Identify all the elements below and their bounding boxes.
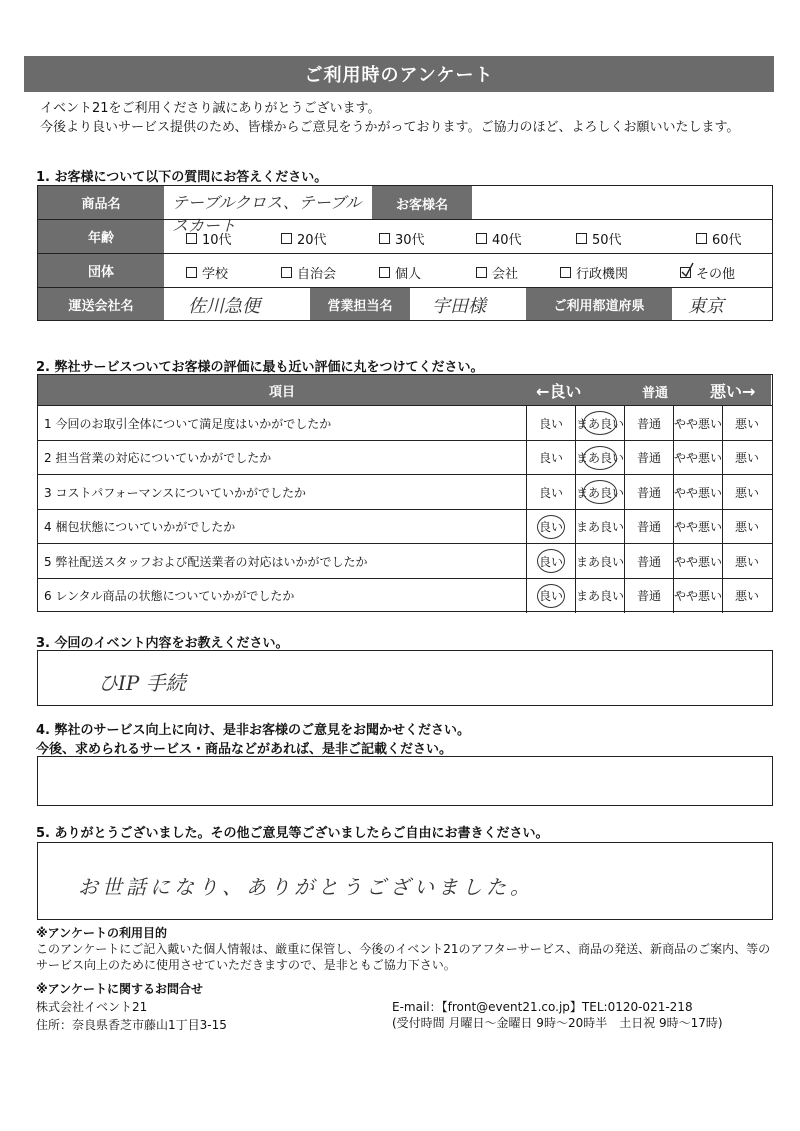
age-option-20[interactable]: 20代	[281, 229, 327, 248]
intro-line-1: イベント21をご利用くださり誠にありがとうございます。	[40, 101, 381, 116]
contact-hours: (受付時間 月曜日～金曜日 9時～20時半 土日祝 9時～17時)	[392, 1016, 723, 1030]
group-option-association[interactable]: 自治会	[281, 263, 336, 282]
free-comment-box[interactable]	[37, 842, 773, 920]
section4-subheading: 今後、求められるサービス・商品などがあれば、是非ご記載ください。	[36, 742, 453, 757]
rating-question: 1 今回のお取引全体について満足度はいかがでしたか	[44, 416, 332, 431]
customer-name-value[interactable]	[474, 186, 772, 220]
rating-option[interactable]: 良い	[526, 406, 575, 440]
intro-line-2: 今後より良いサービス提供のため、皆様からご意見をうかがっております。ご協力のほど、よろしくお願いいたします。	[40, 120, 740, 135]
rating-option[interactable]: 普通	[624, 510, 673, 544]
product-label: 商品名	[38, 186, 164, 220]
selected-circle-icon	[537, 584, 565, 608]
column-header-bad: 悪い→	[710, 382, 756, 401]
group-option-school[interactable]: 学校	[186, 263, 228, 282]
purpose-line-2: サービス向上のために使用させていただきますので、是非ともご協力下さい。	[36, 958, 456, 972]
rating-option[interactable]: やや悪い	[673, 441, 722, 475]
rating-option[interactable]: 悪い	[722, 510, 771, 544]
rating-row	[38, 543, 772, 578]
checked-checkbox-icon	[680, 267, 691, 278]
age-option-50[interactable]: 50代	[576, 229, 622, 248]
free-comment-answer: お世話になり、ありがとうございました。	[78, 875, 534, 899]
column-header-normal: 普通	[642, 386, 669, 401]
age-option-40[interactable]: 40代	[476, 229, 522, 248]
rating-option[interactable]: まあ良い	[575, 406, 624, 440]
checkbox-icon	[379, 233, 390, 244]
age-option-60[interactable]: 60代	[696, 229, 742, 248]
rating-question: 3 コストパフォーマンスについていかがでしたか	[44, 485, 307, 500]
rating-option[interactable]: 普通	[624, 441, 673, 475]
rating-question: 6 レンタル商品の状態についていかがでしたか	[44, 589, 295, 603]
rating-option[interactable]: 悪い	[722, 406, 771, 440]
rating-option[interactable]: 普通	[624, 544, 673, 578]
page-title: ご利用時のアンケート	[24, 56, 774, 92]
rating-question: 2 担当営業の対応についていかがでしたか	[44, 451, 272, 465]
purpose-line-1: このアンケートにご記入戴いた個人情報は、厳重に保管し、今後のイベント21のアフターサービス、商品の発送、新商品のご案内、等の	[36, 942, 771, 956]
rating-option[interactable]: 良い	[526, 579, 575, 613]
company-name: 株式会社イベント21	[36, 1000, 148, 1014]
column-header-item: 項目	[38, 375, 526, 405]
shipper-value[interactable]: 佐川急便	[188, 296, 260, 317]
contact-heading: ※アンケートに関するお問合せ	[36, 982, 203, 996]
sales-rep-value[interactable]: 宇田様	[432, 296, 486, 317]
group-option-other[interactable]: その他	[680, 263, 735, 282]
rating-option[interactable]: 普通	[624, 475, 673, 509]
rating-option[interactable]: やや悪い	[673, 406, 722, 440]
rating-table	[37, 374, 773, 612]
selected-circle-icon	[583, 446, 617, 470]
section2-heading: 2. 弊社サービスついてお客様の評価に最も近い評価に丸をつけてください。	[36, 360, 484, 375]
event-content-answer: ひIP 手続	[98, 671, 186, 695]
contact-email-tel: E-mail：【front@event21.co.jp】TEL:0120-021-218	[392, 1000, 693, 1014]
rating-row	[38, 440, 772, 475]
rating-option[interactable]: まあ良い	[575, 441, 624, 475]
checkbox-icon	[560, 267, 571, 278]
rating-option[interactable]: 悪い	[722, 441, 771, 475]
prefecture-value[interactable]: 東京	[688, 296, 724, 317]
rating-option[interactable]: やや悪い	[673, 510, 722, 544]
company-address: 住所：奈良県香芝市藤山1丁目3-15	[36, 1018, 227, 1032]
selected-circle-icon	[583, 480, 617, 504]
rating-option[interactable]: やや悪い	[673, 579, 722, 613]
shipper-label: 運送会社名	[38, 288, 164, 320]
rating-option[interactable]: 良い	[526, 475, 575, 509]
rating-row	[38, 474, 772, 509]
checkbox-icon	[186, 233, 197, 244]
rating-option[interactable]: 普通	[624, 406, 673, 440]
section1-heading: 1. お客様について以下の質問にお答えください。	[36, 170, 328, 185]
age-option-30[interactable]: 30代	[379, 229, 425, 248]
column-header-good: ←良い	[536, 382, 582, 401]
selected-circle-icon	[537, 515, 565, 539]
customer-info-table	[37, 185, 773, 321]
selected-circle-icon	[583, 411, 617, 435]
rating-option[interactable]: まあ良い	[575, 510, 624, 544]
prefecture-label: ご利用都道府県	[526, 288, 672, 320]
purpose-heading: ※アンケートの利用目的	[36, 926, 167, 940]
rating-question: 5 弊社配送スタッフおよび配送業者の対応はいかがでしたか	[44, 554, 368, 569]
age-label: 年齢	[38, 220, 164, 254]
group-option-company[interactable]: 会社	[476, 263, 518, 282]
rating-option[interactable]: まあ良い	[575, 475, 624, 509]
section5-heading: 5. ありがとうございました。その他ご意見等ございましたらご自由にお書きください。	[36, 826, 549, 841]
selected-circle-icon	[537, 549, 565, 573]
checkbox-icon	[476, 233, 487, 244]
rating-option[interactable]: 悪い	[722, 544, 771, 578]
event-content-box[interactable]	[37, 650, 773, 706]
group-option-individual[interactable]: 個人	[379, 263, 421, 282]
rating-option[interactable]: まあ良い	[575, 579, 624, 613]
group-option-government[interactable]: 行政機関	[560, 263, 628, 282]
checkbox-icon	[576, 233, 587, 244]
rating-option[interactable]: 良い	[526, 510, 575, 544]
sales-rep-label: 営業担当名	[310, 288, 410, 320]
rating-option[interactable]: 悪い	[722, 579, 771, 613]
product-value[interactable]: テーブルクロス、テーブルスカート	[172, 193, 362, 235]
rating-option[interactable]: 普通	[624, 579, 673, 613]
section3-heading: 3. 今回のイベント内容をお教えください。	[36, 636, 289, 651]
feedback-box[interactable]	[37, 756, 773, 806]
rating-option[interactable]: 悪い	[722, 475, 771, 509]
checkbox-icon	[379, 267, 390, 278]
rating-option[interactable]: 良い	[526, 441, 575, 475]
customer-name-label: お客様名	[372, 186, 472, 220]
rating-row	[38, 509, 772, 544]
age-option-10[interactable]: 10代	[186, 229, 232, 248]
rating-option[interactable]: まあ良い	[575, 544, 624, 578]
rating-option[interactable]: やや悪い	[673, 475, 722, 509]
rating-option[interactable]: 良い	[526, 544, 575, 578]
checkbox-icon	[281, 267, 292, 278]
rating-row	[38, 405, 772, 440]
checkbox-icon	[186, 267, 197, 278]
rating-question: 4 梱包状態についていかがでしたか	[44, 520, 236, 534]
checkbox-icon	[476, 267, 487, 278]
rating-option[interactable]: やや悪い	[673, 544, 722, 578]
section4-heading: 4. 弊社のサービス向上に向け、是非お客様のご意見をお聞かせください。	[36, 723, 470, 738]
checkbox-icon	[281, 233, 292, 244]
rating-row	[38, 578, 772, 613]
group-label: 団体	[38, 254, 164, 288]
checkbox-icon	[696, 233, 707, 244]
